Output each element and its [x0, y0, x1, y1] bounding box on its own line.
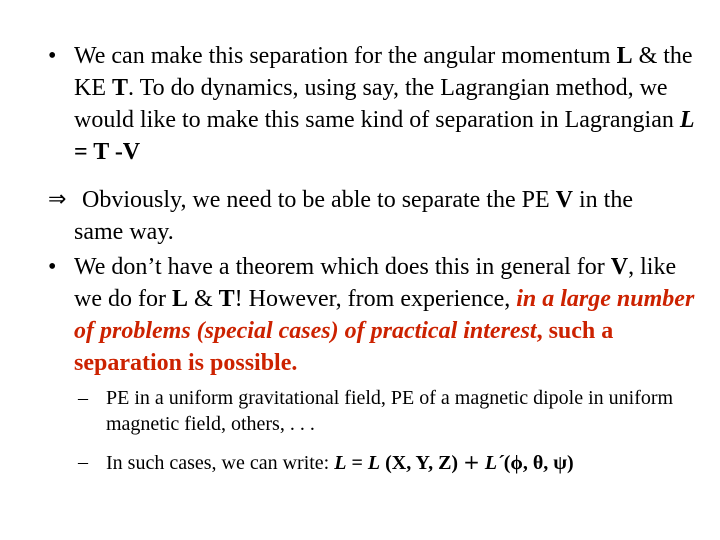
text-run: & the KE — [74, 43, 693, 101]
sub-bullet-equation — [78, 449, 698, 476]
symbol-lagrangian-prime: L´ — [479, 452, 504, 474]
bullet-marker: • — [48, 43, 57, 69]
bullet-marker: • — [48, 254, 57, 280]
dash-marker: – — [78, 451, 88, 473]
text-run: In such cases, we can write: — [106, 452, 335, 474]
text-run: We can make this separation for the angular momentum — [74, 43, 617, 69]
symbol-T: T — [112, 75, 129, 101]
bullet-text — [74, 40, 698, 168]
text-run: ! However, from experience, — [234, 286, 517, 312]
text-run: , like we do for — [74, 254, 677, 312]
args-xyz: (X, Y, Z) — [380, 452, 464, 474]
bullet-separation — [48, 40, 698, 168]
sub-bullet-text — [106, 449, 698, 476]
text-run: Obviously, we need to be able to separate the PE — [82, 187, 556, 213]
emphasis-red-italic: in a large number of problems (special cases) of practical interest — [74, 286, 695, 344]
bullet-obviously — [48, 184, 698, 248]
symbol-lagrangian-xyz: L — [367, 452, 381, 474]
symbol-V: V — [555, 187, 573, 213]
lagrangian-equation: = T -V — [74, 139, 141, 165]
plus-sign: + — [463, 450, 480, 474]
symbol-lagrangian: L — [334, 452, 347, 474]
symbol-L: L — [616, 43, 633, 69]
text-run: . To do dynamics, using say, the Lagrangian method, we would like to make this same kind of separation in Lagrangian — [74, 75, 680, 133]
emphasis-red-bold: such a separation is possible. — [74, 318, 614, 376]
implies-arrow-icon: ⇒ — [48, 187, 67, 212]
dash-marker: – — [78, 387, 88, 409]
bullet-text-line: same way. — [74, 219, 174, 245]
bullet-no-theorem — [48, 251, 698, 379]
sub-bullet-examples — [78, 385, 698, 437]
equals-sign: = — [346, 452, 368, 474]
symbol-lagrangian: L — [679, 107, 695, 133]
text-run: & — [187, 286, 219, 312]
symbol-L: L — [171, 286, 188, 312]
args-angles: (ϕ, θ, ψ) — [503, 452, 574, 474]
bullet-text-line — [82, 184, 698, 216]
text-run: , — [536, 318, 549, 344]
symbol-V: V — [610, 254, 629, 280]
text-run: in the — [572, 187, 633, 213]
sub-bullet-text: PE in a uniform gravitational field, PE of a magnetic dipole in uniform magnetic field, others, . . . — [106, 387, 674, 435]
text-run: We don’t have a theorem which does this in general for — [74, 254, 611, 280]
bullet-text — [74, 251, 698, 379]
symbol-T: T — [218, 286, 235, 312]
